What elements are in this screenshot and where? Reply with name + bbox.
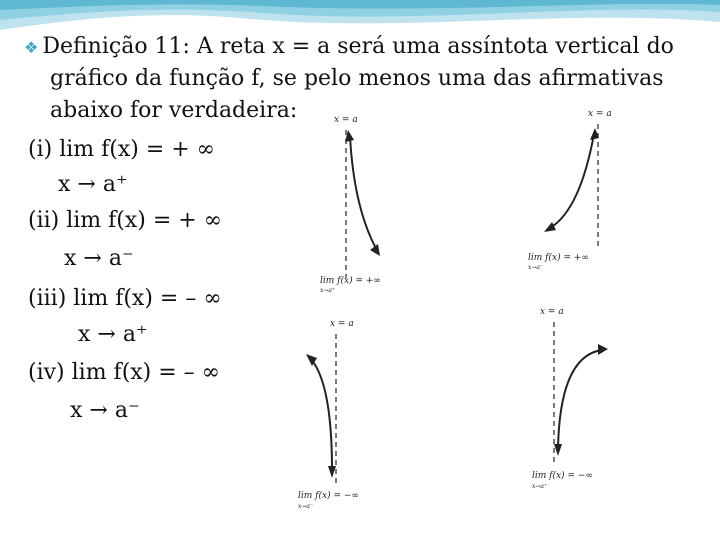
asymptote-label-3: x = a bbox=[330, 319, 354, 329]
statement-iii-limit: (iii) lim f(x) = – ∞ bbox=[28, 286, 222, 311]
arrowhead-icon bbox=[328, 466, 336, 478]
statement-iv-limit: (iv) lim f(x) = – ∞ bbox=[28, 360, 221, 385]
definition-text-1: Definição 11: A reta x = a será uma assíntota vertical do bbox=[42, 34, 674, 59]
limit-sub-3: x→a⁻ bbox=[298, 503, 314, 510]
asymptote-label-2: x = a bbox=[588, 109, 612, 119]
limit-label-4: lim f(x) = −∞ bbox=[532, 471, 593, 481]
limit-sub-1: x→a⁺ bbox=[320, 287, 336, 294]
statement-ii-limit: (ii) lim f(x) = + ∞ bbox=[28, 208, 223, 233]
asymptote-label-1: x = a bbox=[334, 115, 358, 125]
limit-sub-2: x→a⁻ bbox=[528, 264, 544, 271]
statement-i-approach: x → a⁺ bbox=[58, 172, 128, 197]
arrowhead-icon bbox=[544, 222, 556, 232]
graph-figure-1 bbox=[312, 100, 404, 295]
limit-label-1: lim f(x) = +∞ bbox=[320, 276, 381, 286]
curve-2 bbox=[550, 134, 594, 228]
graph-figure-2 bbox=[522, 100, 622, 275]
definition-line-1 bbox=[24, 34, 674, 61]
curve-4 bbox=[558, 350, 602, 448]
statement-iii-approach: x → a⁺ bbox=[78, 322, 148, 347]
arrowhead-icon bbox=[598, 344, 608, 355]
limit-sub-4: x→a⁺ bbox=[532, 483, 548, 490]
graph-figure-4 bbox=[520, 298, 632, 493]
curve-1 bbox=[350, 136, 378, 252]
asymptote-label-4: x = a bbox=[540, 307, 564, 317]
statement-i-limit: (i) lim f(x) = + ∞ bbox=[28, 137, 216, 162]
limit-label-3: lim f(x) = −∞ bbox=[298, 491, 359, 501]
statement-iv-approach: x → a⁻ bbox=[70, 398, 140, 423]
arrowhead-icon bbox=[554, 444, 562, 456]
diamond-bullet-icon: ❖ bbox=[24, 38, 39, 57]
limit-label-2: lim f(x) = +∞ bbox=[528, 253, 589, 263]
graph-figure-3 bbox=[290, 312, 386, 517]
statement-ii-approach: x → a⁻ bbox=[64, 246, 134, 271]
definition-line-2: gráfico da função f, se pelo menos uma das afirmativas bbox=[50, 66, 664, 91]
definition-line-3: abaixo for verdadeira: bbox=[50, 98, 298, 123]
curve-3 bbox=[310, 358, 332, 470]
